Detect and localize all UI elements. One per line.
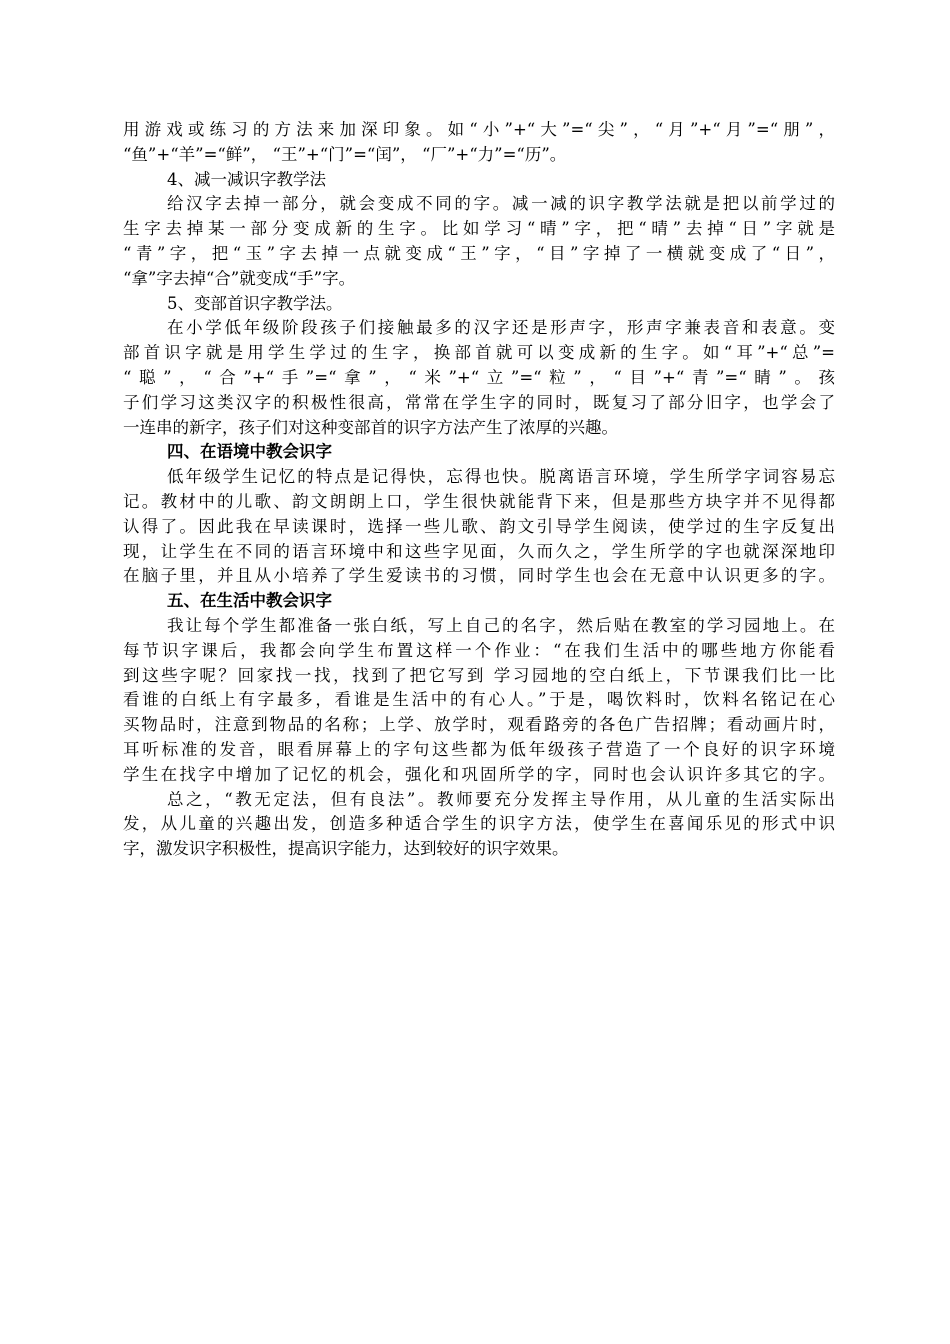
paragraph-first-line: 我让每个学生都准备一张白纸，写上自己的名字，然后贴在教室的学习园地上。在 [167,615,835,635]
document-body [123,118,835,862]
text-line: 到这些字呢？回家找一找，找到了把它写到 学习园地的空白纸上，下节课我们比一比 [123,665,835,685]
text-line: 子们学习这类汉字的积极性很高，常常在学生字的同时，既复习了部分旧字，也学会了 [123,392,835,412]
section-heading: 五、在生活中教会识字 [167,591,332,611]
text-line: 买物品时，注意到物品的名称；上学、放学时，观看路旁的各色广告招牌；看动画片时， [123,715,835,735]
text-line: 每节识字课后，我都会向学生布置这样一个作业：“在我们生活中的哪些地方你能看 [123,640,835,660]
text-line: 学生在找字中增加了记忆的机会，强化和巩固所学的字，同时也会认识许多其它的字。 [123,764,835,784]
text-line: 发，从儿童的兴趣出发，创造多种适合学生的识字方法，使学生在喜闻乐见的形式中识 [123,814,835,834]
text-line: “拿”字去掉“合”就变成“手”字。 [123,268,356,288]
paragraph-first-line: 总之，“教无定法，但有良法”。教师要充分发挥主导作用，从儿童的生活实际出 [167,789,835,809]
paragraph-first-line: 给汉字去掉一部分，就会变成不同的字。减一减的识字教学法就是把以前学过的 [167,194,835,214]
section-heading: 四、在语境中教会识字 [167,442,332,462]
text-line: 用游戏或练习的方法来加深印象。如“小”+“大”=“尖”，“月”+“月”=“朋”， [123,120,835,139]
text-line: “鱼”+“羊”=“鲜”， “王”+“门”=“闰”， “厂”+“力”=“历”。 [123,144,567,164]
section-subheading: 4、减一减识字教学法 [167,169,326,189]
text-line: 在脑子里，并且从小培养了学生爱读书的习惯，同时学生也会在无意中认识更多的字。 [123,566,835,586]
text-line: “聪”，“合”+“手”=“拿”，“米”+“立”=“粒”，“目”+“青”=“睛”。孩 [123,367,835,387]
text-line: “青”字，把“玉”字去掉一点就变成“王”字，“目”字掉了一横就变成了“日”， [123,243,835,263]
text-line: 看谁的白纸上有字最多，看谁是生活中的有心人。”于是，喝饮料时，饮料名铭记在心 [123,690,835,710]
paragraph-first-line: 低年级学生记忆的特点是记得快，忘得也快。脱离语言环境，学生所学字词容易忘 [167,467,835,487]
text-line: 一连串的新字，孩子们对这种变部首的识字方法产生了浓厚的兴趣。 [123,417,618,437]
text-line: 耳听标准的发音，眼看屏幕上的字句这些都为低年级孩子营造了一个良好的识字环境 [123,739,835,759]
paragraph-first-line: 在小学低年级阶段孩子们接触最多的汉字还是形声字，形声字兼表音和表意。变 [167,318,835,338]
text-line: 部首识字就是用学生学过的生字，换部首就可以变成新的生字。如“耳”+“总”= [123,343,835,363]
text-line: 认得了。因此我在早读课时，选择一些儿歌、韵文引导学生阅读，使学过的生字反复出 [123,516,835,536]
text-line: 现，让学生在不同的语言环境中和这些字见面，久而久之，学生所学的字也就深深地印 [123,541,835,561]
text-line: 生字去掉某一部分变成新的生字。比如学习“晴”字，把“晴”去掉“日”字就是 [123,219,835,239]
section-subheading: 5、变部首识字教学法。 [167,293,343,313]
text-line: 字，激发识字积极性，提高识字能力，达到较好的识字效果。 [123,839,569,859]
text-line: 记。教材中的儿歌、韵文朗朗上口，学生很快就能背下来，但是那些方块字并不见得都 [123,491,835,511]
